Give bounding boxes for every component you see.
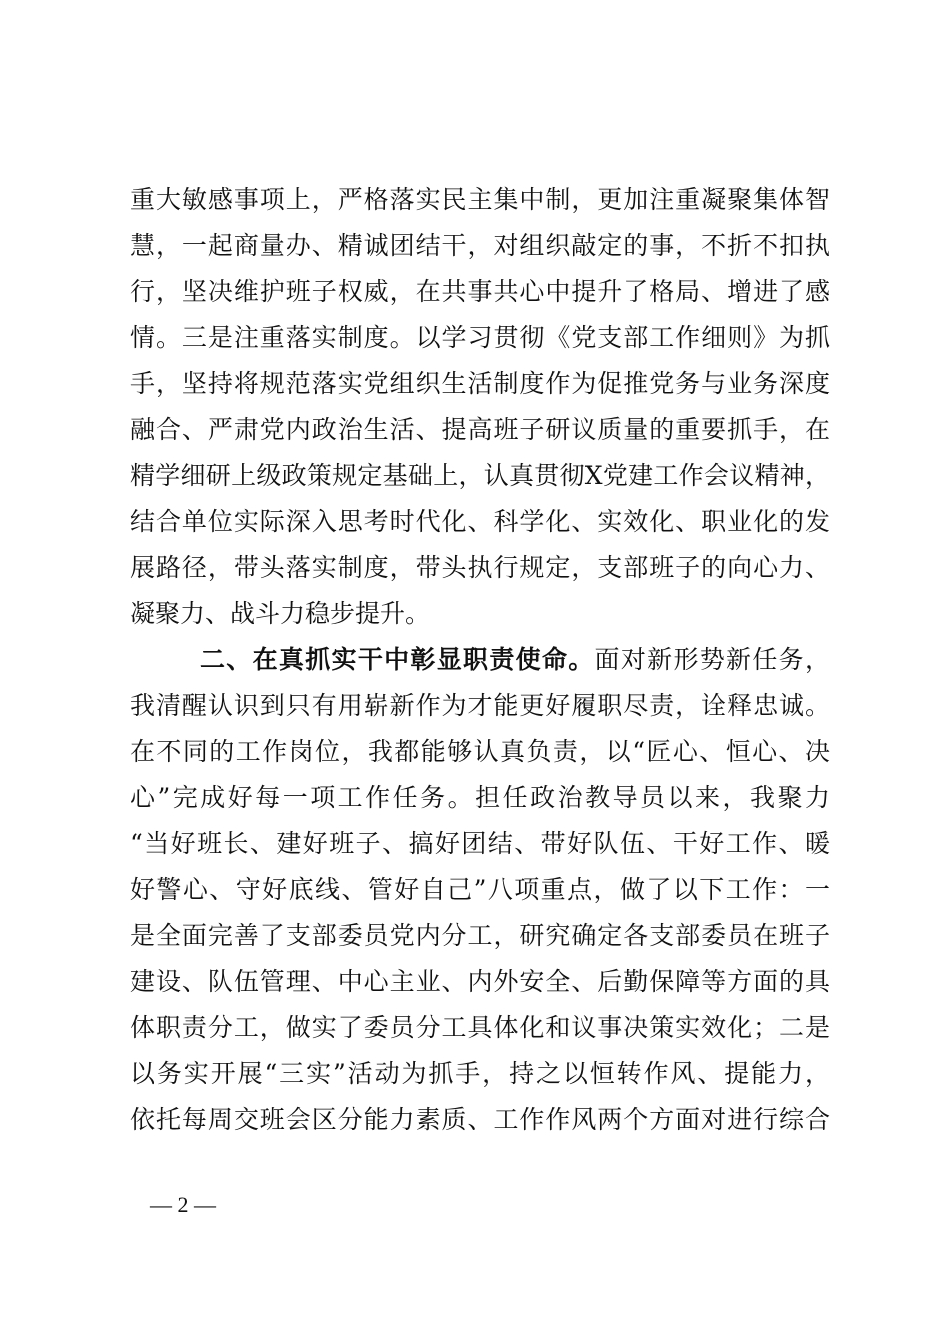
paragraph-line: 手，坚持将规范落实党组织生活制度作为促推党务与业务深度 — [130, 369, 830, 398]
section-heading: 二、在真抓实干中彰显职责使命。 — [200, 645, 595, 674]
paragraph-line: 慧，一起商量办、精诚团结干，对组织敲定的事，不折不扣执 — [130, 231, 830, 260]
paragraph-line: 行，坚决维护班子权威，在共事共心中提升了格局、增进了感 — [130, 277, 830, 306]
paragraph-line: 以务实开展“三实”活动为抓手，持之以恒转作风、提能力， — [130, 1059, 830, 1088]
paragraph-line: 建设、队伍管理、中心主业、内外安全、后勤保障等方面的具 — [130, 967, 830, 996]
paragraph-line: “当好班长、建好班子、搞好团结、带好队伍、干好工作、暖 — [130, 829, 830, 858]
page-number: — 2 — — [150, 1192, 216, 1217]
paragraph-line: 情。三是注重落实制度。以学习贯彻《党支部工作细则》为抓 — [130, 323, 830, 352]
paragraph-line: 凝聚力、战斗力稳步提升。 — [130, 599, 431, 628]
paragraph-line: 在不同的工作岗位，我都能够认真负责，以“匠心、恒心、决 — [130, 737, 830, 766]
paragraph-line: 心”完成好每一项工作任务。担任政治教导员以来，我聚力 — [130, 783, 830, 812]
section-heading-line — [200, 637, 830, 683]
paragraph-line: 我清醒认识到只有用崭新作为才能更好履职尽责，诠释忠诚。 — [130, 691, 830, 720]
paragraph-line: 重大敏感事项上，严格落实民主集中制，更加注重凝聚集体智 — [130, 185, 830, 214]
paragraph-line: 依托每周交班会区分能力素质、工作作风两个方面对进行综合 — [130, 1105, 830, 1134]
paragraph-line: 展路径，带头落实制度，带头执行规定，支部班子的向心力、 — [130, 553, 830, 582]
paragraph-line: 是全面完善了支部委员党内分工，研究确定各支部委员在班子 — [130, 921, 830, 950]
heading-line-rest: 面对新形势新任务， — [594, 645, 830, 674]
paragraph-line: 结合单位实际深入思考时代化、科学化、实效化、职业化的发 — [130, 507, 830, 536]
paragraph-line: 体职责分工，做实了委员分工具体化和议事决策实效化；二是 — [130, 1013, 830, 1042]
paragraph-line: 好警心、守好底线、管好自己”八项重点，做了以下工作：一 — [130, 875, 830, 904]
paragraph-line: 精学细研上级政策规定基础上，认真贯彻X党建工作会议精神， — [130, 461, 830, 490]
paragraph-line: 融合、严肃党内政治生活、提高班子研议质量的重要抓手，在 — [130, 415, 830, 444]
